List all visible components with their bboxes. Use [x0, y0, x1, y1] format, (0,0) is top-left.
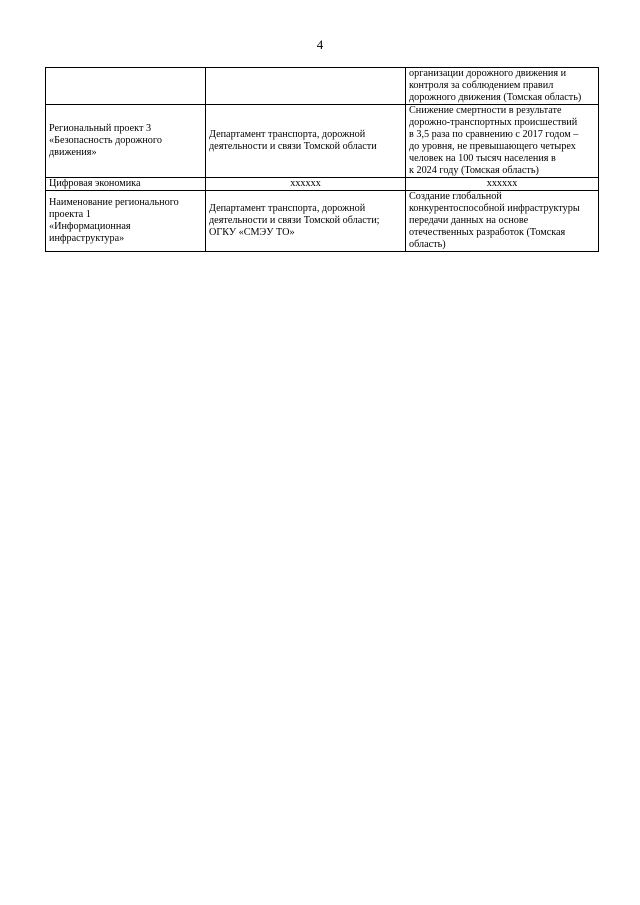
table-cell-project	[46, 68, 206, 105]
table-cell-responsible: Департамент транспорта, дорожной деятельности и связи Томской области	[206, 105, 406, 178]
table-cell-goal: хххххх	[406, 178, 599, 191]
table-cell-responsible: Департамент транспорта, дорожной деятельности и связи Томской области; ОГКУ «СМЭУ ТО»	[206, 191, 406, 252]
table-cell-responsible	[206, 68, 406, 105]
table-row	[46, 178, 599, 191]
document-table	[45, 67, 599, 252]
page-number: 4	[316, 37, 324, 52]
table-cell-responsible: хххххх	[206, 178, 406, 191]
table-row	[46, 191, 599, 252]
table-cell-project: Наименование регионального проекта 1 «Информационная инфраструктура»	[46, 191, 206, 252]
table-cell-project: Региональный проект 3 «Безопасность дорожного движения»	[46, 105, 206, 178]
table-cell-goal: Снижение смертности в результате дорожно-транспортных происшествий в 3,5 раза по сравнению с 2017 годом – до уровня, не превышающего четырех человек на 100 тысяч населения в к 2024 году (Томская область)	[406, 105, 599, 178]
table-row	[46, 68, 599, 105]
table-cell-project: Цифровая экономика	[46, 178, 206, 191]
table-cell-goal: организации дорожного движения и контроля за соблюдением правил дорожного движения (Томская область)	[406, 68, 599, 105]
table-cell-goal: Создание глобальной конкурентоспособной инфраструктуры передачи данных на основе отечественных разработок (Томская область)	[406, 191, 599, 252]
table-row	[46, 105, 599, 178]
